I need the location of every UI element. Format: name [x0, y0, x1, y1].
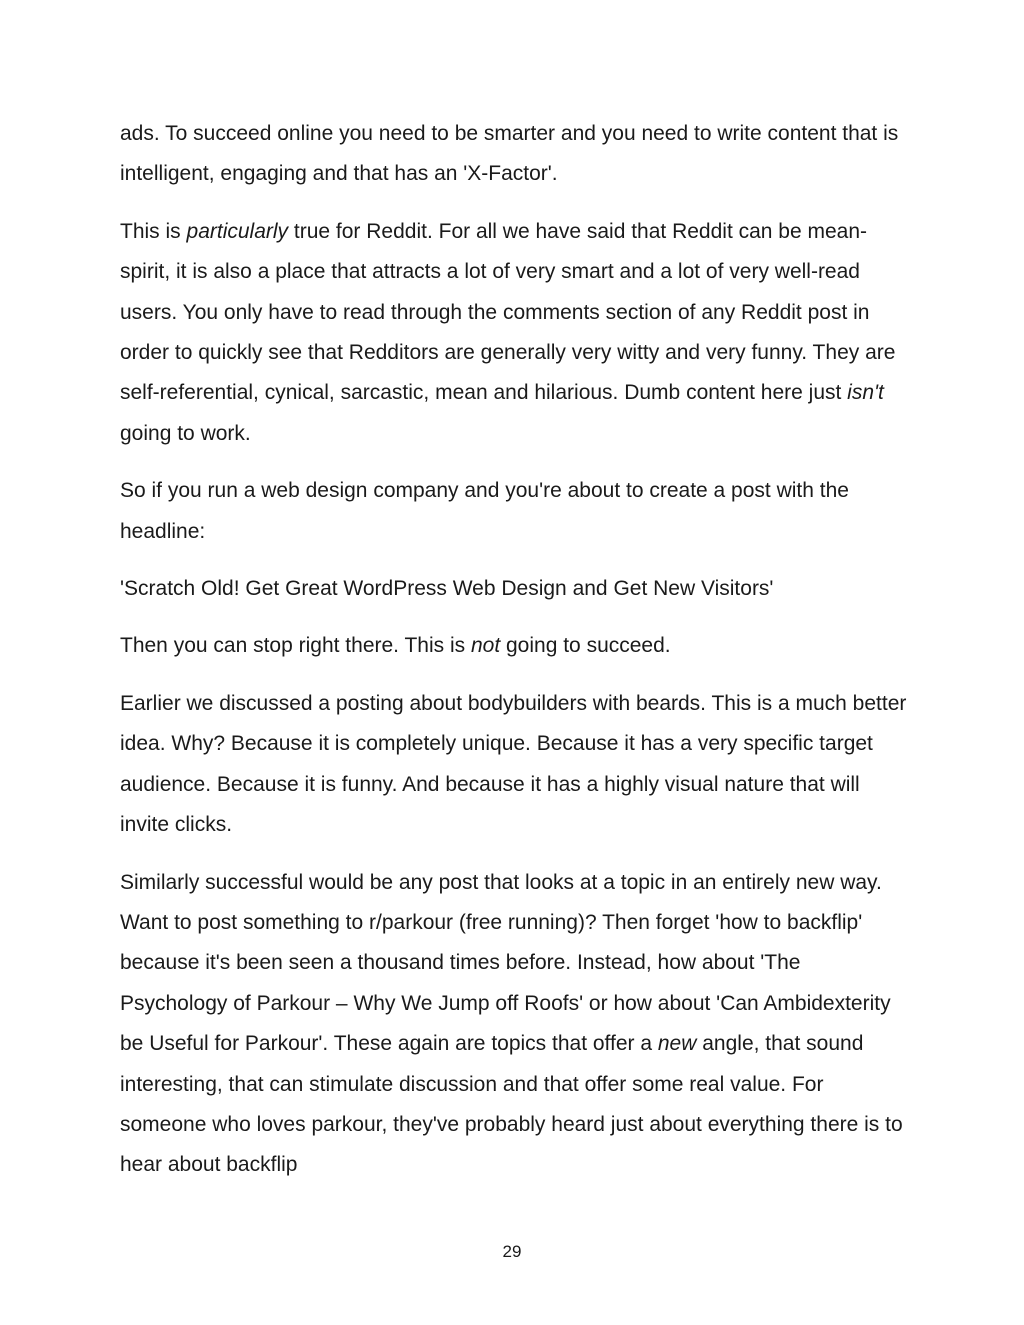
text-run: 'Scratch Old! Get Great WordPress Web Design and Get New Visitors' — [120, 577, 774, 601]
text-run: ads. To succeed online you need to be smarter and you need to write content that is intelligent, engaging and that has an 'X-Factor'. — [120, 122, 899, 186]
emphasis-text: new — [657, 1032, 697, 1056]
text-run: This is — [120, 219, 187, 243]
paragraph-7 — [120, 863, 910, 1186]
emphasis-text: isn't — [847, 381, 884, 405]
text-run: going to work. — [120, 421, 251, 445]
page-number: 29 — [502, 1242, 522, 1261]
emphasis-text: particularly — [186, 219, 289, 243]
text-run: going to succeed. — [500, 634, 671, 658]
paragraph-5 — [120, 626, 910, 666]
page-body — [120, 114, 910, 1203]
text-run: true for Reddit. For all we have said that Reddit can be mean-spirit, it is also a place that attracts a lot of very smart and a lot of very well-read users. You only have to read through the comments section of any Reddit post in order to quickly see that Redditors are generally very witty and very funny. They are self-referential, cynical, sarcastic, mean and hilarious. Dumb content here just — [120, 219, 896, 405]
text-run: Earlier we discussed a posting about bodybuilders with beards. This is a much better idea. Why? Because it is completely unique. Because it has a very specific target audience. Because it is funny. And because it has a highly visual nature that will invite clicks. — [120, 691, 907, 837]
paragraph-4-headline-example — [120, 569, 910, 609]
emphasis-text: not — [470, 634, 501, 658]
paragraph-6 — [120, 684, 910, 846]
text-run: angle, that sound interesting, that can stimulate discussion and that offer some real value. For someone who loves parkour, they've probably heard just about everything there is to hear about backflip — [120, 1032, 903, 1177]
paragraph-1 — [120, 114, 910, 195]
text-run: Then you can stop right there. This is — [120, 634, 471, 658]
text-run: Similarly successful would be any post that looks at a topic in an entirely new way. Want to post something to r/parkour (free running)? Then forget 'how to backflip' because it's been seen a thousand times before. Instead, how about 'The Psychology of Parkour – Why We Jump off Roofs' or how about 'Can Ambidexterity be Useful for Parkour'. These again are topics that offer a — [120, 870, 891, 1056]
paragraph-2 — [120, 212, 910, 454]
paragraph-3 — [120, 471, 910, 552]
text-run: So if you run a web design company and you're about to create a post with the headline: — [120, 479, 849, 543]
